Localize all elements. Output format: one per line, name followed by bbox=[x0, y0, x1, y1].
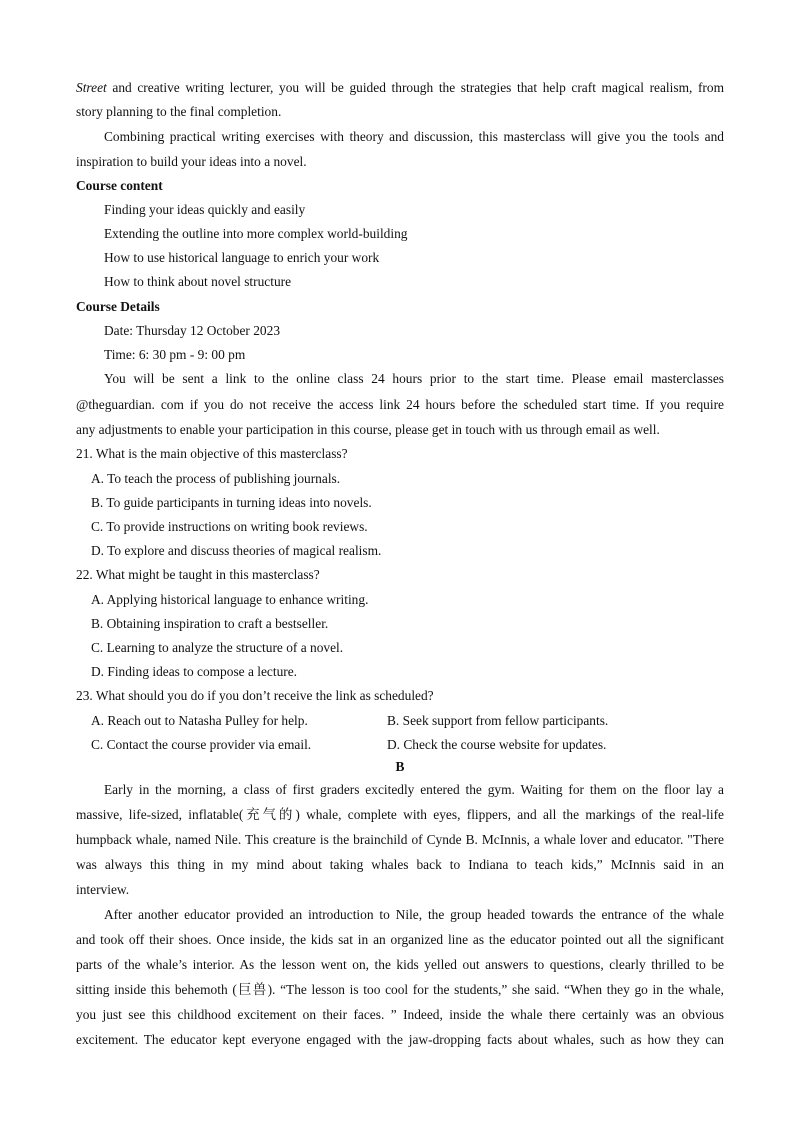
question-23-option-c: C. Contact the course provider via email. bbox=[91, 737, 312, 752]
course-details-para-line-1: You will be sent a link to the online class 24 hours prior to the start time. Please email masterclasses bbox=[104, 371, 724, 386]
passage-b-para2-line: excitement. The educator kept everyone engaged with the jaw-dropping facts about whales, such as how they can bbox=[76, 1032, 724, 1047]
question-22-option-d: D. Finding ideas to compose a lecture. bbox=[91, 664, 298, 679]
course-details-heading: Course Details bbox=[76, 299, 160, 314]
question-21-option-c: C. To provide instructions on writing book reviews. bbox=[91, 519, 368, 534]
question-22-option-c: C. Learning to analyze the structure of a novel. bbox=[91, 640, 344, 655]
intro-line-1-text: and creative writing lecturer, you will be guided through the strategies that help craft magical realism, from bbox=[106, 80, 724, 95]
passage-b-para2-line: you just see this childhood excitement on their faces. ” Indeed, inside the whale there certainly was an obvious bbox=[76, 1007, 724, 1022]
question-23-option-d: D. Check the course website for updates. bbox=[387, 737, 607, 752]
course-details-para-line-2: @theguardian. com if you do not receive the access link 24 hours before the scheduled start time. If you require bbox=[76, 397, 724, 412]
course-content-item: How to use historical language to enrich your work bbox=[104, 250, 380, 265]
passage-b-para2-line: After another educator provided an introduction to Nile, the group headed towards the entrance of the whale bbox=[104, 907, 724, 922]
intro-para2-line-1: Combining practical writing exercises with theory and discussion, this masterclass will give you the tools and bbox=[104, 129, 724, 144]
course-time: Time: 6: 30 pm - 9: 00 pm bbox=[104, 347, 246, 362]
intro-line-2: story planning to the final completion. bbox=[76, 104, 282, 119]
passage-b-para1-line: was always this thing in my mind about taking whales back to Indiana to teach kids,” McInnis said in an bbox=[76, 857, 724, 872]
course-details-para-line-3: any adjustments to enable your participation in this course, please get in touch with us through email as well. bbox=[76, 422, 660, 437]
course-content-heading: Course content bbox=[76, 178, 163, 193]
question-21-option-d: D. To explore and discuss theories of magical realism. bbox=[91, 543, 382, 558]
course-content-item: Finding your ideas quickly and easily bbox=[104, 202, 306, 217]
question-21-stem: 21. What is the main objective of this masterclass? bbox=[76, 446, 348, 461]
course-content-item: Extending the outline into more complex world-building bbox=[104, 226, 408, 241]
passage-b-para1-line: massive, life-sized, inflatable(充气的) whale, complete with eyes, flippers, and all the markings of the real-life bbox=[76, 807, 724, 822]
question-23-option-b: B. Seek support from fellow participants. bbox=[387, 713, 609, 728]
intro-line-1 bbox=[76, 80, 724, 96]
question-22-option-b: B. Obtaining inspiration to craft a bestseller. bbox=[91, 616, 329, 631]
question-22-option-a: A. Applying historical language to enhance writing. bbox=[91, 592, 369, 607]
question-22-stem: 22. What might be taught in this masterclass? bbox=[76, 567, 320, 582]
passage-b-para1-line: Early in the morning, a class of first graders excitedly entered the gym. Waiting for them on the floor lay a bbox=[104, 782, 724, 797]
passage-b-para2-line: and took off their shoes. Once inside, the kids sat in an organized line as the educator pointed out all the significant bbox=[76, 932, 724, 947]
question-23-option-a: A. Reach out to Natasha Pulley for help. bbox=[91, 713, 308, 728]
intro-para2-line-2: inspiration to build your ideas into a novel. bbox=[76, 154, 307, 169]
passage-b-para2-line: sitting inside this behemoth (巨兽). “The lesson is too cool for the students,” she said. “When they go in the whale, bbox=[76, 982, 724, 997]
passage-b-para1-line: humpback whale, named Nile. This creature is the brainchild of Cynde B. McInnis, a whale lover and educator. "There bbox=[76, 832, 724, 847]
question-21-option-b: B. To guide participants in turning ideas into novels. bbox=[91, 495, 372, 510]
passage-b-para1-line: interview. bbox=[76, 882, 130, 897]
passage-b-para2-line: parts of the whale’s interior. As the lesson went on, the kids yelled out answers to questions, clearly thrilled to be bbox=[76, 957, 724, 972]
intro-emphasis: Street bbox=[76, 80, 107, 95]
section-b-label: B bbox=[395, 759, 405, 774]
course-content-item: How to think about novel structure bbox=[104, 274, 292, 289]
course-date: Date: Thursday 12 October 2023 bbox=[104, 323, 281, 338]
question-21-option-a: A. To teach the process of publishing journals. bbox=[91, 471, 341, 486]
question-23-stem: 23. What should you do if you don’t receive the link as scheduled? bbox=[76, 688, 434, 703]
